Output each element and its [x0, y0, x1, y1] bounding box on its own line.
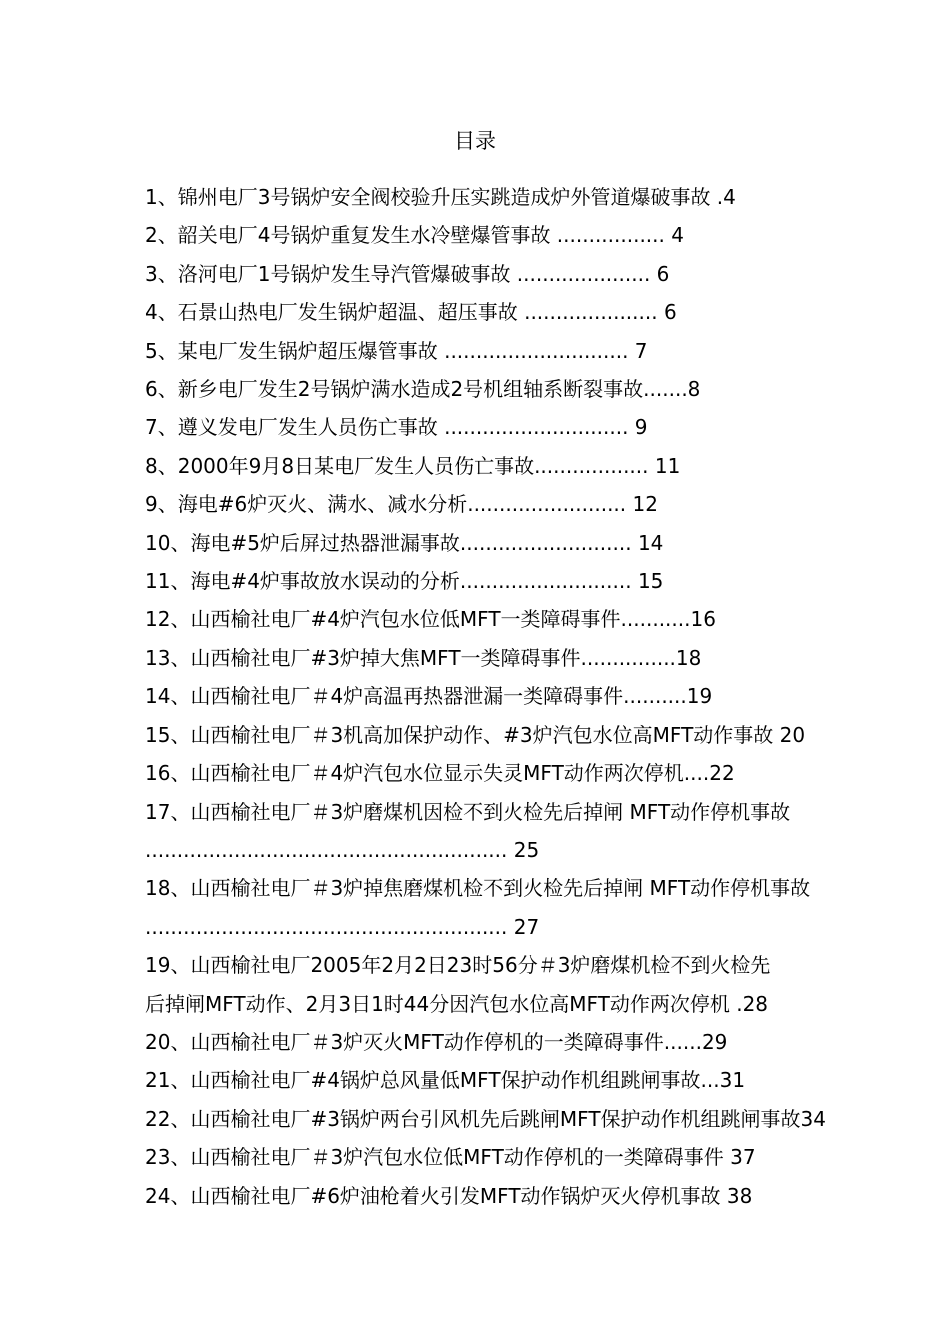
toc-entry: 22、山西榆社电厂#3锅炉两台引风机先后跳闸MFT保护动作机组跳闸事故34	[145, 1106, 827, 1131]
toc-entry: 7、遵义发电厂发生人员伤亡事故 ............................. 9	[145, 415, 648, 440]
toc-entry: 15、山西榆社电厂＃3机高加保护动作、#3炉汽包水位高MFT动作事故 20	[145, 722, 806, 747]
toc-entry: 14、山西榆社电厂＃4炉高温再热器泄漏一类障碍事件..........19	[145, 684, 713, 709]
toc-entry: 2、韶关电厂4号锅炉重复发生水冷壁爆管事故 ................. 4	[145, 223, 684, 248]
toc-entry: 9、海电#6炉灭火、满水、减水分析......................... 12	[145, 492, 658, 517]
toc-entry: 11、海电#4炉事故放水误动的分析........................... 15	[145, 569, 664, 594]
toc-entry: 16、山西榆社电厂＃4炉汽包水位显示失灵MFT动作两次停机....22	[145, 761, 735, 786]
toc-entry: 10、海电#5炉后屏过热器泄漏事故........................... 14	[145, 530, 664, 555]
toc-entry: 4、石景山热电厂发生锅炉超温、超压事故 ..................... 6	[145, 300, 677, 325]
toc-entry: 20、山西榆社电厂＃3炉灭火MFT动作停机的一类障碍事件......29	[145, 1029, 728, 1054]
toc-title: 目录	[454, 129, 496, 153]
toc-list	[145, 178, 935, 1215]
toc-entry-continuation: ......................................................... 27	[145, 914, 540, 939]
toc-entry: 18、山西榆社电厂＃3炉掉焦磨煤机检不到火检先后掉闸 MFT动作停机事故	[145, 876, 811, 901]
toc-entry-continuation: 后掉闸MFT动作、2月3日1时44分因汽包水位高MFT动作两次停机 .28	[145, 991, 769, 1016]
toc-entry: 1、锦州电厂3号锅炉安全阀校验升压实跳造成炉外管道爆破事故 .4	[145, 185, 736, 209]
toc-entry: 17、山西榆社电厂＃3炉磨煤机因检不到火检先后掉闸 MFT动作停机事故	[145, 799, 791, 824]
toc-entry: 8、2000年9月8日某电厂发生人员伤亡事故.................. 11	[145, 453, 681, 478]
toc-entry: 23、山西榆社电厂＃3炉汽包水位低MFT动作停机的一类障碍事件 37	[145, 1145, 756, 1170]
toc-entry-continuation: ......................................................... 25	[145, 837, 540, 862]
toc-entry: 5、某电厂发生锅炉超压爆管事故 ............................. 7	[145, 338, 648, 363]
toc-entry: 3、洛河电厂1号锅炉发生导汽管爆破事故 ..................... 6	[145, 261, 670, 286]
toc-entry: 21、山西榆社电厂#4锅炉总风量低MFT保护动作机组跳闸事故...31	[145, 1068, 746, 1093]
toc-entry: 6、新乡电厂发生2号锅炉满水造成2号机组轴系断裂事故.......8	[145, 377, 701, 402]
toc-entry: 19、山西榆社电厂2005年2月2日23时56分＃3炉磨煤机检不到火检先	[145, 953, 771, 978]
toc-entry: 13、山西榆社电厂#3炉掉大焦MFT一类障碍事件...............18	[145, 645, 702, 670]
toc-entry: 12、山西榆社电厂#4炉汽包水位低MFT一类障碍事件...........16	[145, 607, 716, 632]
toc-entry: 24、山西榆社电厂#6炉油枪着火引发MFT动作锅炉灭火停机事故 38	[145, 1183, 753, 1208]
